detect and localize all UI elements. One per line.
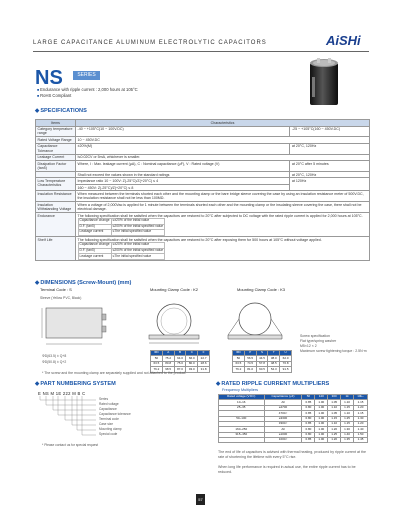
feature-bullet: ■ Endurance with ripple current : 2,000 hours at 105°C	[37, 87, 138, 92]
logo-text: AiSHi	[326, 33, 361, 48]
specifications-table	[35, 119, 370, 261]
ripple-heading: ◆ RATED RIPPLE CURRENT MULTIPLIERS	[216, 381, 329, 388]
table-row: Dissipation Factor (tanδ) Where, I : Max. leakage current (μA), C : Nominal capacitance (μF), V : Rated voltage (V) at 20°C after 5 minutes	[36, 161, 370, 172]
table-row: Insulation Resistance When measured between the terminals shorted each other and the mounting clamp or the bare bridge sleeve covering the case by using an insulation resistance meter of 500V.DC, the insulation resistance shall not be less than 100MΩ.	[36, 191, 370, 202]
clamp-k3-drawing	[220, 297, 290, 347]
table-row: 315~450 ≤1000 0.80 1.00 1.25 1.40 1.50	[219, 432, 368, 437]
table-row: 160 ~ 450V: Z(-25°C)/Z(+20°C) ≤ 8	[36, 184, 370, 191]
table-row: 25~35 ≤4700 0.80 1.00 1.10 1.15 1.20	[219, 405, 368, 410]
clamp-k2-drawing	[145, 297, 203, 347]
table-row: Low Temperature Characteristics Impedance ratio 10 ~ 100V: Z(-25°C)/Z(+20°C) ≤ 4 at 120Hz	[36, 178, 370, 185]
dimensions-heading: ◆ DIMENSIONS (Screw-Mount) (mm)	[35, 280, 131, 287]
spec-col-characteristics: Characteristics	[76, 120, 370, 127]
part-numbering-heading: ◆ PART NUMBERING SYSTEM	[35, 381, 116, 388]
ripple-multiplier-table: Rated voltage (V.DC) Capacitance (μF) 50 120 300 1k 10k~ 10~16 All 0.85 1.00 1.05 1.10 1.15 25~35 ≤4700 0.80 1.00 1.10 1.15 1.20 4700< 0.85 1.00 1.05 1.10 1.15 50~100 ≤3300 0.80 1.00 1.15 1.25 1.30 3300< 0.85 1.00 1.10 1.15 1.20 160~250 All 0.80 1.00 1.20 1.30 1.40 315~450 ≤1000 0.80 1.00 1.25 1.40 1.50 1000< 0.85 1.00 1.20 1.35 1.45	[218, 394, 368, 443]
screw-clamp-footnote: * The screw and the mounting clamp are separately supplied and not attached to the product.	[42, 371, 187, 375]
specifications-heading: ◆ SPECIFICATIONS	[35, 108, 87, 115]
table-row: Rated Voltage Range 10 ~ 450V.DC	[36, 137, 370, 144]
terminal-code-label: Terminal Code : S	[40, 287, 72, 292]
k3-dimension-table: ΦD P S T U 50 56.5 44.5 38.0 62.0 63.5 74.5 57.8 48.5 76.8 76.2 81.0 60.5 54.3 91.5	[232, 350, 292, 373]
table-row: 10~16 All 0.85 1.00 1.05 1.10 1.15	[219, 400, 368, 405]
shelf-life-subtable: Capacitance change ≤±20% of the initial value D.F. (tanδ) ≤200% of the initial specified value Leakage current ≤The initial specified value	[79, 242, 164, 258]
clamp-k3-label: Mounting Clamp Code : K3	[237, 287, 286, 292]
part-number-leader-lines	[38, 396, 98, 444]
table-row: Shall not exceed the values shown in the standard ratings at 20°C, 120Hz	[36, 171, 370, 178]
page-header-title: LARGE CAPACITANCE ALUMINUM ELECTROLYTIC CAPACITORS	[33, 40, 267, 46]
header-divider	[33, 51, 369, 52]
page-number: 57	[196, 494, 205, 505]
clamp-k2-label: Mounting Clamp Code : K2	[150, 287, 199, 292]
part-number-field-labels: Series Rated voltage Capacitance Capacitance tolerance Terminal code Case size Mounting clamp Special code	[99, 397, 131, 436]
table-row: 1000< 0.85 1.00 1.20 1.35 1.45	[219, 438, 368, 443]
screw-note-3: M5×12 × 2	[300, 344, 317, 348]
k2-dimension-table: ΦD A B C F 50 75.2 64.0 66.0 22.7 63.5 80.8 75.0 80.0 28.6 76.2 98.5 87.0 93.0 31.8	[150, 350, 210, 373]
table-row: Category temperature range -40 ~ +105°C(10 ~ 100V.DC) -25 ~ +105°C(160 ~ 450V.DC)	[36, 126, 370, 137]
ripple-subheading: Frequency Multipliers	[222, 388, 259, 392]
part-number-code: E NS M 1E 222 M B C	[38, 391, 86, 396]
brand-logo	[326, 33, 361, 49]
table-row: 4700< 0.85 1.00 1.05 1.10 1.15	[219, 411, 368, 416]
ripple-note-1: The end of life of capacitors is advised with thermal heating, produced by ripple current at the rate of shortening the lifetime with every 5°C rise.	[218, 450, 367, 459]
series-code: NS	[35, 67, 63, 89]
table-row: Endurance The following specification shall be satisfied when the capacitors are restored to 20°C after subjected to DC voltage with the rated ripple current is applied for 2,000 hours at 105°C. Capacitance change ≤±20% of the initial value D.F. (tanδ) ≤200% of the initial specified value Leakage current ≤The initial specified value	[36, 213, 370, 237]
screw-note-2: Flat type/spring washer	[300, 339, 337, 343]
table-row: 160~250 All 0.80 1.00 1.20 1.30 1.40	[219, 427, 368, 432]
feature-bullet: ■ RoHS Compliant	[37, 93, 71, 98]
table-row: Shelf Life The following specification shall be satisfied when the capacitors are restored to 20°C after exposing them for 500 hours at 105°C without voltage applied. Capacitance change ≤±20% of the initial value D.F. (tanδ) ≤200% of the initial specified value Leakage current ≤The initial specified value	[36, 237, 370, 261]
part-number-footnote: * Please contact us for special request	[42, 443, 99, 447]
ripple-note-2: When long life performance is required in actual use, the entire ripple current has to be reduced.	[218, 465, 356, 474]
dim-note-left-2: ΦD(50.8) ± Q+2	[42, 360, 67, 364]
table-row: Leakage Current I≤0.02CV or 5mA, whichever is smaller.	[36, 154, 370, 161]
endurance-subtable: Capacitance change ≤±20% of the initial value D.F. (tanδ) ≤200% of the initial specified value Leakage current ≤The initial specified value	[79, 218, 164, 234]
capacitor-side-drawing	[40, 302, 112, 354]
screw-torque-note: Maximum screw tightening torque : 2.5N·m	[300, 349, 367, 353]
table-row: 3300< 0.85 1.00 1.10 1.15 1.20	[219, 421, 368, 426]
table-row: Insulation Withstanding Voltage When a voltage of 2,000Vac is applied for 1 minute between the terminals shorted each other and the mounting clamp or the insulating sleeve covering the case, there shall not be electrical damage.	[36, 202, 370, 213]
dim-note-left-1: ΦD(63.5) ± Q+8	[42, 354, 67, 358]
series-badge: SERIES	[73, 71, 100, 80]
table-row: Capacitance Tolerance ±20%(M) at 20°C, 120Hz	[36, 143, 370, 154]
spec-col-items: Items	[36, 120, 76, 127]
screw-note-1: Screw specification	[300, 334, 330, 338]
capacitor-product-image	[306, 57, 342, 107]
sleeve-label: Sleeve (Yellow PVC, Black)	[40, 296, 82, 300]
table-row: 50~100 ≤3300 0.80 1.00 1.15 1.25 1.30	[219, 416, 368, 421]
